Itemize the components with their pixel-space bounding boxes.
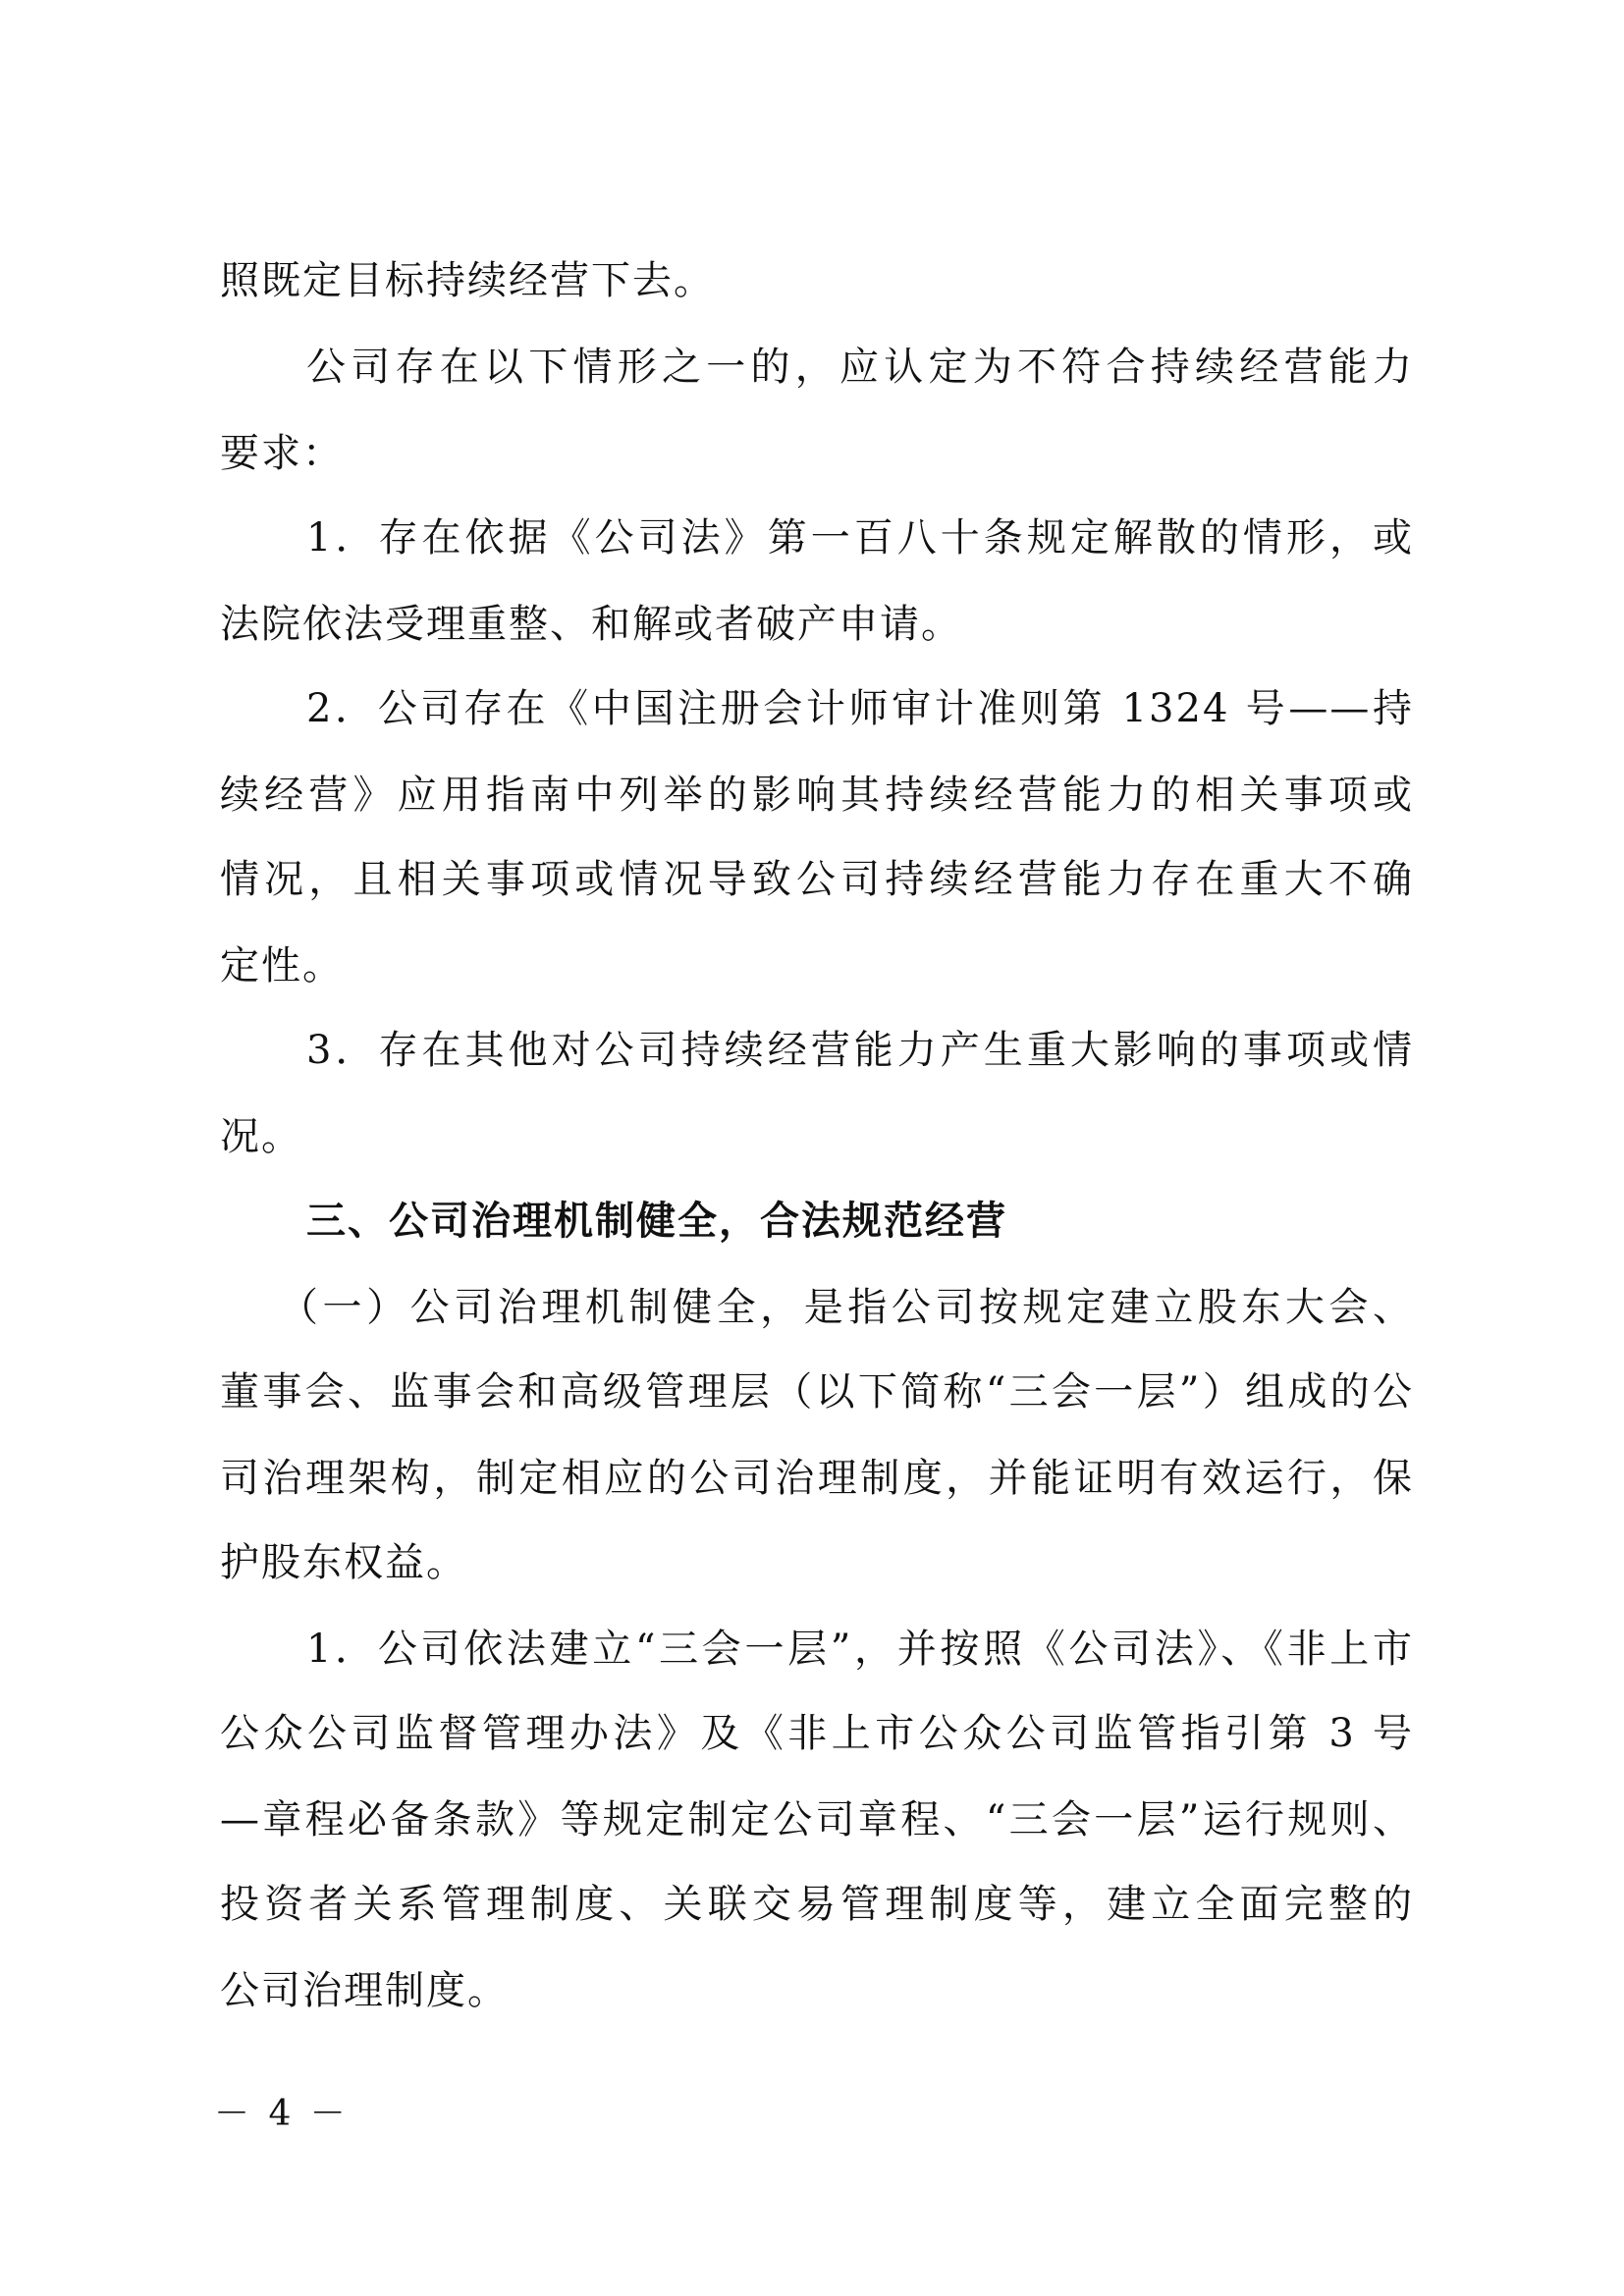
list-item-line: 定性。 [220,943,344,988]
list-item-line: 公众公司监督管理办法》及《非上市公众公司监管指引第 3 号 [220,1711,1414,1756]
list-item-line: 法院依法受理重整、和解或者破产申请。 [220,602,962,647]
paragraph-line: 要求： [220,431,344,476]
list-item-line: 公司治理制度。 [220,1968,509,2013]
list-item-line: 1．存在依据《公司法》第一百八十条规定解散的情形，或 [306,515,1414,561]
list-item-line: 2．公司存在《中国注册会计师审计准则第 1324 号——持 [306,686,1414,731]
list-item-line: —章程必备条款》等规定制定公司章程、“三会一层”运行规则、 [220,1797,1414,1842]
page-number: － 4 － [214,2094,350,2134]
list-item-line: 续经营》应用指南中列举的影响其持续经营能力的相关事项或 [220,773,1414,818]
list-item-line: 3．存在其他对公司持续经营能力产生重大影响的事项或情 [306,1028,1414,1073]
paragraph-line: 司治理架构，制定相应的公司治理制度，并能证明有效运行，保 [220,1456,1414,1501]
list-item-line: 投资者关系管理制度、关联交易管理制度等，建立全面完整的 [220,1882,1414,1927]
list-item-line: 况。 [220,1114,302,1159]
paragraph-line: （一）公司治理机制健全，是指公司按规定建立股东大会、 [279,1285,1414,1330]
section-heading: 三、公司治理机制健全，合法规范经营 [306,1199,1007,1244]
paragraph-line: 董事会、监事会和高级管理层（以下简称“三会一层”）组成的公 [220,1369,1414,1415]
list-item-line: 1．公司依法建立“三会一层”，并按照《公司法》、《非上市 [306,1627,1414,1672]
paragraph-line: 护股东权益。 [220,1540,467,1585]
paragraph-line: 照既定目标持续经营下去。 [220,258,715,303]
list-item-line: 情况，且相关事项或情况导致公司持续经营能力存在重大不确 [220,857,1414,902]
paragraph-line: 公司存在以下情形之一的，应认定为不符合持续经营能力 [306,345,1414,390]
